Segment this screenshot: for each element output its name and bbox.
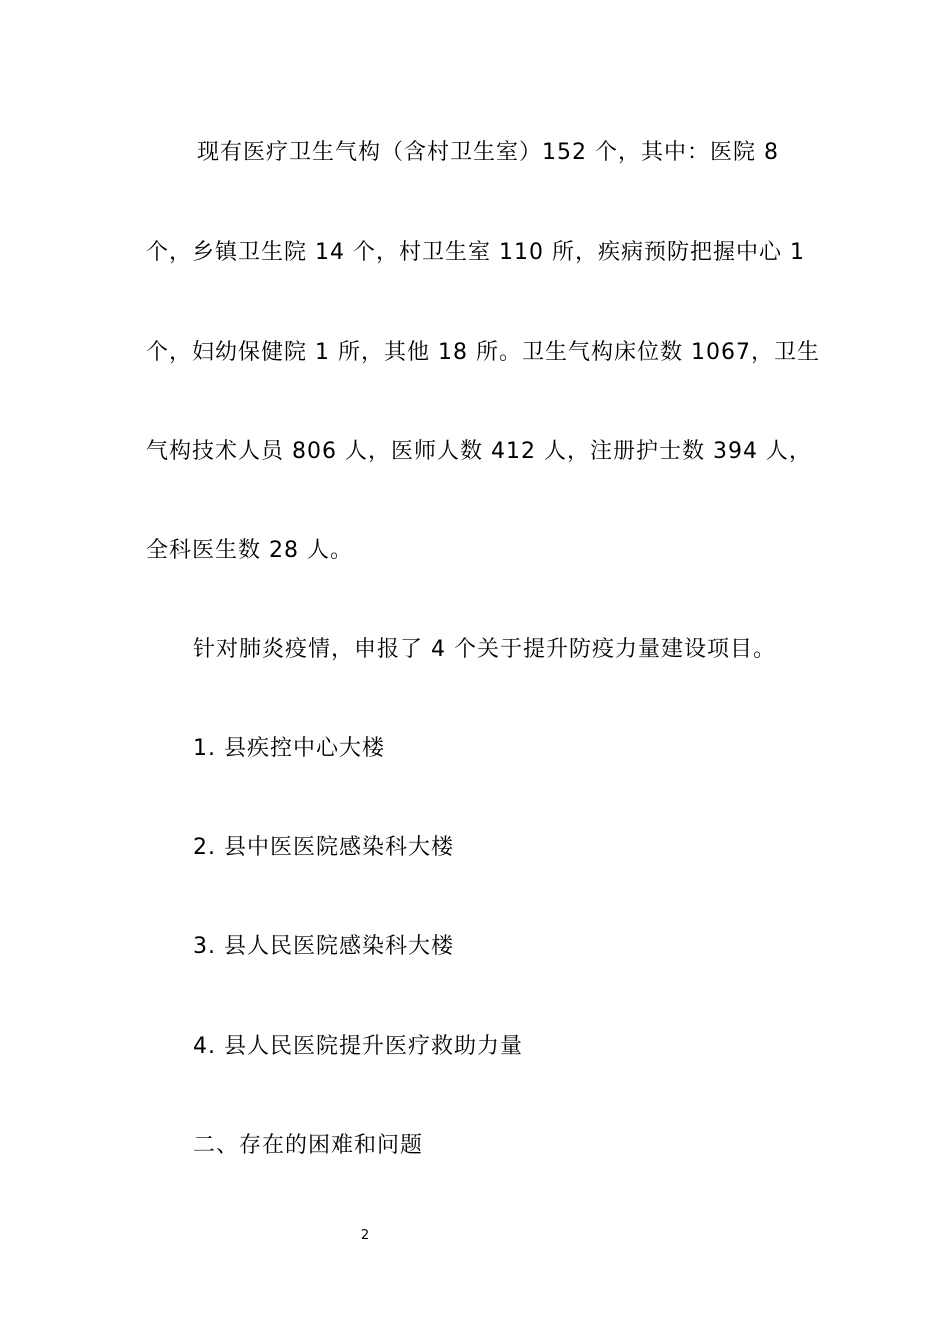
project-item-3: 3. 县人民医院感染科大楼 — [193, 934, 454, 959]
paragraph1-line-1: 现有医疗卫生气构（含村卫生室）152 个，其中：医院 8 — [197, 140, 779, 165]
section-heading: 二、存在的困难和问题 — [193, 1133, 424, 1158]
page-number: 2 — [360, 1228, 370, 1243]
project-item-4: 4. 县人民医院提升医疗救助力量 — [193, 1034, 523, 1059]
paragraph2: 针对肺炎疫情，申报了 4 个关于提升防疫力量建设项目。 — [193, 637, 776, 662]
paragraph1-line-3: 个，妇幼保健院 1 所，其他 18 所。卫生气构床位数 1067，卫生 — [146, 340, 820, 365]
paragraph1-line-4: 气构技术人员 806 人，医师人数 412 人，注册护士数 394 人， — [146, 439, 812, 464]
project-item-1: 1. 县疾控中心大楼 — [193, 736, 385, 761]
paragraph1-line-5: 全科医生数 28 人。 — [146, 538, 353, 563]
paragraph1-line-2: 个，乡镇卫生院 14 个，村卫生室 110 所，疾病预防把握中心 1 — [146, 240, 805, 265]
project-item-2: 2. 县中医医院感染科大楼 — [193, 835, 454, 860]
